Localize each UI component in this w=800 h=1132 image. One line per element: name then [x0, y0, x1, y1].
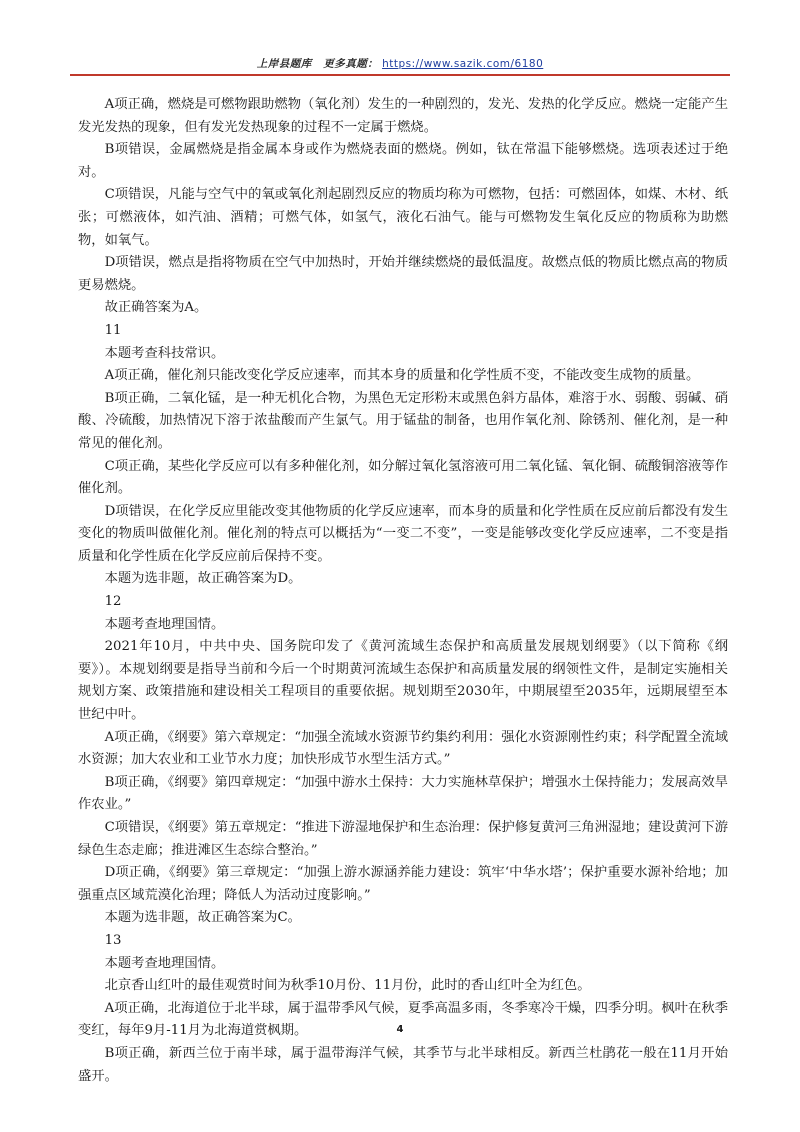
- paragraph: D项错误，在化学反应里能改变其他物质的化学反应速率，而本身的质量和化学性质在反应前后都没有发生变化的物质叫做催化剂。催化剂的特点可以概括为“一变二不变”，一变是能够改变化学反应速率，二不变是指质量和化学性质在化学反应前后保持不变。: [78, 503, 728, 564]
- answer-explanations: [78, 94, 728, 1088]
- question-number: 11: [104, 322, 122, 338]
- question-number: 13: [104, 932, 122, 948]
- paragraph: 故正确答案为A。: [104, 300, 208, 316]
- paragraph: 本题考查地理国情。: [104, 955, 225, 971]
- paragraph: 北京香山红叶的最佳观赏时间为秋季10月份、11月份，此时的香山红叶全为红色。: [104, 978, 591, 994]
- paragraph: 本题考查科技常识。: [104, 345, 225, 361]
- page-header: [70, 56, 730, 71]
- paragraph: A项正确，燃烧是可燃物跟助燃物（氧化剂）发生的一种剧烈的，发光、发热的化学反应。燃烧一定能产生发光发热的现象，但有发光发热现象的过程不一定属于燃烧。: [78, 97, 728, 135]
- paragraph: B项错误，金属燃烧是指金属本身或作为燃烧表面的燃烧。例如，钛在常温下能够燃烧。选项表述过于绝对。: [78, 142, 728, 180]
- paragraph: D项错误，燃点是指将物质在空气中加热时，开始并继续燃烧的最低温度。故燃点低的物质比燃点高的物质更易燃烧。: [78, 255, 728, 293]
- header-brand: 上岸县题库: [256, 58, 312, 70]
- paragraph: B项正确，《纲要》第四章规定：“加强中游水土保持：大力实施林草保护；增强水土保持能力；发展高效旱作农业。”: [78, 774, 728, 813]
- paragraph: 本题考查地理国情。: [104, 616, 225, 632]
- paragraph: A项正确，催化剂只能改变化学反应速率，而其本身的质量和化学性质不变，不能改变生成物的质量。: [104, 368, 700, 384]
- paragraph: C项错误，凡能与空气中的氧或氧化剂起剧烈反应的物质均称为可燃物，包括：可燃固体，如煤、木材、纸张；可燃液体，如汽油、酒精；可燃气体，如氢气，液化石油气。能与可燃物发生氧化反应的物质称为助燃物，如氧气。: [78, 187, 728, 248]
- paragraph: C项错误，《纲要》第五章规定：“推进下游湿地保护和生态治理：保护修复黄河三角洲湿地；建设黄河下游绿色生态走廊；推进滩区生态综合整治。”: [78, 820, 728, 858]
- paragraph: 2021年10月，中共中央、国务院印发了《黄河流域生态保护和高质量发展规划纲要》（以下简称《纲要》）。本规划纲要是指导当前和今后一个时期黄河流域生态保护和高质量发展的纲领性文件，是制定实施相关规划方案、政策措施和建设相关工程项目的重要依据。规划期至2030年，中期展望至2035年，远期展望至本世纪中叶。: [78, 639, 728, 723]
- paragraph: 本题为选非题，故正确答案为C。: [104, 910, 301, 926]
- header-rule: [70, 74, 730, 76]
- paragraph: C项正确，某些化学反应可以有多种催化剂，如分解过氧化氢溶液可用二氧化锰、氧化铜、硫酸铜溶液等作催化剂。: [78, 458, 728, 497]
- paragraph: D项正确，《纲要》第三章规定：“加强上游水源涵养能力建设：筑牢‘中华水塔’；保护重要水源补给地；加强重点区域荒漠化治理；降低人为活动过度影响。”: [78, 865, 728, 903]
- paragraph: A项正确，《纲要》第六章规定：“加强全流域水资源节约集约利用：强化水资源刚性约束；科学配置全流域水资源；加大农业和工业节水力度；加快形成节水型生活方式。”: [78, 729, 728, 768]
- paragraph: 本题为选非题，故正确答案为D。: [104, 571, 302, 587]
- paragraph: B项正确，二氧化锰，是一种无机化合物，为黑色无定形粉末或黑色斜方晶体，难溶于水、弱酸、弱碱、硝酸、冷硫酸，加热情况下溶于浓盐酸而产生氯气。用于锰盐的制备，也用作氧化剂、除锈剂、催化剂，是一种常见的催化剂。: [78, 390, 728, 451]
- paragraph: A项正确，北海道位于北半球，属于温带季风气候，夏季高温多雨，冬季寒冷干燥，四季分明。枫叶在秋季变红，每年9月-11月为北海道赏枫期。: [78, 1000, 728, 1039]
- page-number: 4: [396, 1024, 404, 1035]
- question-number: 12: [104, 594, 122, 610]
- header-link[interactable]: https://www.sazik.com/6180: [382, 58, 544, 70]
- header-label: 更多真题：: [323, 58, 379, 70]
- paragraph: B项正确，新西兰位于南半球，属于温带海洋气候，其季节与北半球相反。新西兰杜鹃花一般在11月开始盛开。: [78, 1045, 728, 1084]
